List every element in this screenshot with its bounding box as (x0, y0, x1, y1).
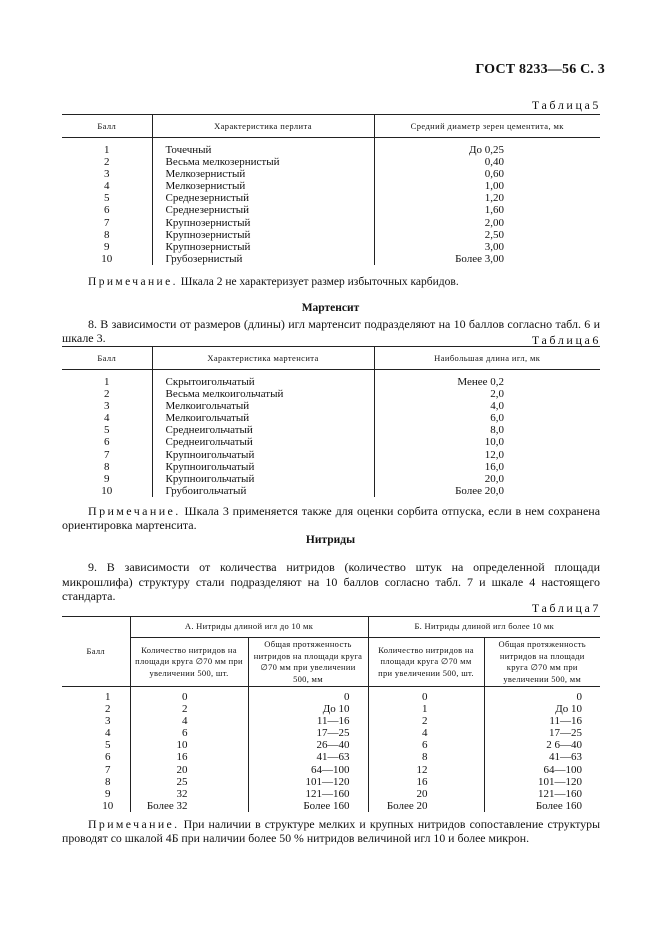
table6-characteristic-cell: Весьма мелкоигольчатый (152, 388, 374, 400)
table5-value-cell: 2,50 (374, 229, 600, 241)
table7-row (62, 739, 600, 751)
table6-value-cell: 2,0 (374, 388, 600, 400)
note-3-body (62, 818, 600, 845)
table6-row (62, 461, 600, 473)
table7-b-length-cell: 0 (484, 687, 600, 704)
paragraph-8-text: 8. В зависимости от размеров (длины) игл мартенсит подразделяют на 10 баллов согласно табл. 6 и шкале 3. (62, 317, 600, 345)
table7-header-group-a: А. Нитриды длиной игл до 10 мк (130, 617, 368, 638)
table7-b-count-cell: 12 (368, 764, 484, 776)
note-2 (62, 505, 600, 532)
table7-b-count-cell: Более 20 (368, 800, 484, 812)
table6-ball-cell: 6 (104, 436, 110, 449)
table5-value-cell: 1,60 (374, 204, 600, 216)
table7-header-ball: Балл (62, 617, 130, 687)
table5-characteristic-cell: Крупнозернистый (152, 229, 374, 241)
table6-row (62, 370, 600, 389)
table5-row (62, 192, 600, 204)
table7-a-length-cell: 101—120 (248, 776, 368, 788)
section-title-martensite: Мартенсит (301, 302, 360, 314)
note-1-label: Примечание. (88, 276, 178, 288)
table7-a-count-cell: 20 (130, 764, 248, 776)
table7-a-count-cell: Более 32 (130, 800, 248, 812)
table6-characteristic-cell: Среднеигольчатый (152, 424, 374, 436)
paragraph-9-text: 9. В зависимости от количества нитридов (количество штук на определенной площади микрошлифа) структуру стали подразделяют на 10 баллов согласно табл. 7 и шкале 4 настоящего стандарта. (62, 560, 600, 603)
table6-header-characteristic: Характеристика мартенсита (152, 347, 374, 370)
table7-b-count-cell: 20 (368, 788, 484, 800)
table5-row (62, 180, 600, 192)
table6-ball-cell: 8 (104, 460, 110, 473)
table7-b-count-cell: 6 (368, 739, 484, 751)
table7-caption: Таблица7 (531, 601, 601, 615)
table6-row (62, 388, 600, 400)
table6-value-cell: 10,0 (374, 436, 600, 448)
table7-b-count-cell: 16 (368, 776, 484, 788)
table5-characteristic-cell: Крупнозернистый (152, 217, 374, 229)
table7-row (62, 776, 600, 788)
table5-ball-cell: 10 (101, 252, 113, 265)
table7-a-count-cell: 16 (130, 751, 248, 763)
table7-a-count-cell: 4 (130, 715, 248, 727)
table6-row (62, 473, 600, 485)
table6 (62, 346, 600, 497)
table7-b-count-cell: 2 (368, 715, 484, 727)
table6-row (62, 436, 600, 448)
table6-value-cell: 4,0 (374, 400, 600, 412)
table5-ball-cell: 2 (104, 156, 110, 169)
table6-ball-cell: 9 (104, 472, 110, 485)
table5-row (62, 168, 600, 180)
table7-b-count-cell: 0 (368, 687, 484, 704)
table6-characteristic-cell: Мелкоигольчатый (152, 412, 374, 424)
table6-row (62, 412, 600, 424)
table6-characteristic-cell: Крупноигольчатый (152, 449, 374, 461)
note-2-label: Примечание. (88, 504, 181, 518)
table5-row (62, 229, 600, 241)
note-1-text: Шкала 2 не характеризует размер избыточных карбидов. (180, 276, 459, 288)
table5-ball-cell: 4 (104, 180, 110, 193)
table6-ball-cell: 2 (104, 388, 110, 401)
table7-a-length-cell: 11—16 (248, 715, 368, 727)
table6-header-length: Наибольшая длина игл, мк (374, 347, 600, 370)
table7-a-length-cell: 121—160 (248, 788, 368, 800)
table7-b-length-cell: 11—16 (484, 715, 600, 727)
table5-characteristic-cell: Грубозернистый (152, 253, 374, 265)
table7-row (62, 715, 600, 727)
table5-value-cell: 2,00 (374, 217, 600, 229)
table7-header-b-count: Количество нитридов на площади круга ∅70 мм при увеличении 500, шт. (368, 638, 484, 687)
table6-value-cell: 20,0 (374, 473, 600, 485)
page-header: ГОСТ 8233—56 С. 3 (475, 62, 605, 77)
table6-characteristic-cell: Мелкоигольчатый (152, 400, 374, 412)
table6-characteristic-cell: Крупноигольчатый (152, 461, 374, 473)
table6-ball-cell: 1 (104, 376, 110, 388)
table5-row (62, 156, 600, 168)
table5-header-ball: Балл (62, 115, 152, 138)
table5-row (62, 138, 600, 157)
table5-characteristic-cell: Среднезернистый (152, 192, 374, 204)
table7-ball-cell: 6 (105, 751, 111, 764)
table5-value-cell: 0,60 (374, 168, 600, 180)
note-2-body (62, 505, 600, 532)
table6-value-cell: 12,0 (374, 449, 600, 461)
table7-b-length-cell: 41—63 (484, 751, 600, 763)
table5-row (62, 253, 600, 265)
table7-row (62, 687, 600, 704)
table7-b-count-cell: 4 (368, 727, 484, 739)
table7-a-count-cell: 32 (130, 788, 248, 800)
table7-a-length-cell: 17—25 (248, 727, 368, 739)
table7-ball-cell: 4 (105, 727, 111, 740)
table5-value-cell: До 0,25 (374, 138, 600, 157)
table7-b-length-cell: 17—25 (484, 727, 600, 739)
table5-caption: Таблица5 (531, 98, 601, 112)
table5-header-diameter: Средний диаметр зерен цементита, мк (374, 115, 600, 138)
table7-a-length-cell: 0 (248, 687, 368, 704)
table7-b-length-cell: До 10 (484, 703, 600, 715)
table6-caption: Таблица6 (531, 333, 601, 347)
table5-value-cell: 1,00 (374, 180, 600, 192)
table7-a-length-cell: 64—100 (248, 764, 368, 776)
section-title-nitrides: Нитриды (305, 534, 356, 546)
table5 (62, 114, 600, 265)
table5-ball-cell: 7 (104, 216, 110, 229)
table7-a-count-cell: 25 (130, 776, 248, 788)
table5-characteristic-cell: Точечный (152, 138, 374, 157)
table6-value-cell: 6,0 (374, 412, 600, 424)
note-3-label: Примечание. (88, 817, 180, 831)
table5-ball-cell: 1 (104, 144, 110, 156)
table7-ball-cell: 5 (105, 739, 111, 752)
table6-row (62, 424, 600, 436)
table7-row (62, 727, 600, 739)
table5-ball-cell: 3 (104, 168, 110, 181)
table6-row (62, 449, 600, 461)
table7-b-length-cell: 101—120 (484, 776, 600, 788)
table7-ball-cell: 8 (105, 775, 111, 788)
table7-ball-cell: 9 (105, 787, 111, 800)
table7-b-length-cell: 64—100 (484, 764, 600, 776)
table7-a-count-cell: 10 (130, 739, 248, 751)
note-2-text: Шкала 3 применяется также для оценки сорбита отпуска, если в нем сохранена ориентировка мартенсита. (62, 504, 601, 532)
table7-header-a-length: Общая протяженность нитридов на площади круга ∅70 мм при увеличении 500, мм (248, 638, 368, 687)
table5-ball-cell: 8 (104, 228, 110, 241)
table5-header-characteristic: Характеристика перлита (152, 115, 374, 138)
table7-a-length-cell: До 10 (248, 703, 368, 715)
table5-characteristic-cell: Среднезернистый (152, 204, 374, 216)
table6-ball-cell: 3 (104, 400, 110, 413)
table6-header-ball: Балл (62, 347, 152, 370)
table5-characteristic-cell: Весьма мелкозернистый (152, 156, 374, 168)
table7-header-a-count: Количество нитридов на площади круга ∅70 мм при увеличении 500, шт. (130, 638, 248, 687)
table6-row (62, 400, 600, 412)
table7-b-length-cell: 121—160 (484, 788, 600, 800)
table7-a-count-cell: 2 (130, 703, 248, 715)
table6-characteristic-cell: Среднеигольчатый (152, 436, 374, 448)
table5-ball-cell: 6 (104, 204, 110, 217)
table7-ball-cell: 3 (105, 715, 111, 728)
table6-characteristic-cell: Скрытоигольчатый (152, 370, 374, 389)
table5-value-cell: 0,40 (374, 156, 600, 168)
table5-value-cell: 1,20 (374, 192, 600, 204)
table5-ball-cell: 5 (104, 192, 110, 205)
table6-characteristic-cell: Крупноигольчатый (152, 473, 374, 485)
table7-ball-cell: 2 (105, 703, 111, 716)
table7-a-length-cell: Более 160 (248, 800, 368, 812)
table5-characteristic-cell: Мелкозернистый (152, 180, 374, 192)
table7-a-length-cell: 26—40 (248, 739, 368, 751)
table7-b-count-cell: 1 (368, 703, 484, 715)
table6-value-cell: 16,0 (374, 461, 600, 473)
table5-row (62, 217, 600, 229)
table5-characteristic-cell: Крупнозернистый (152, 241, 374, 253)
table5-value-cell: 3,00 (374, 241, 600, 253)
table5-ball-cell: 9 (104, 240, 110, 253)
note-3 (62, 818, 600, 845)
paragraph-8 (62, 318, 600, 345)
table7-row (62, 751, 600, 763)
table6-ball-cell: 5 (104, 424, 110, 437)
paragraph-9 (62, 560, 600, 604)
note-1 (88, 276, 459, 288)
table5-value-cell: Более 3,00 (374, 253, 600, 265)
table6-ball-cell: 4 (104, 412, 110, 425)
table7-b-length-cell: Более 160 (484, 800, 600, 812)
table7-a-length-cell: 41—63 (248, 751, 368, 763)
table7-row (62, 764, 600, 776)
table7-b-length-cell: 2 6—40 (484, 739, 600, 751)
table7-ball-cell: 7 (105, 763, 111, 776)
table7-ball-cell: 1 (105, 691, 111, 703)
table7-ball-cell: 10 (102, 799, 114, 812)
table6-value-cell: Менее 0,2 (374, 370, 600, 389)
table7-header-b-length: Общая протяженность нитридов на площади круга ∅70 мм при увеличении 500, мм (484, 638, 600, 687)
table7-b-count-cell: 8 (368, 751, 484, 763)
table7-row (62, 703, 600, 715)
table6-ball-cell: 7 (104, 448, 110, 461)
table7-header-group-b: Б. Нитриды длиной игл более 10 мк (368, 617, 600, 638)
table6-value-cell: 8,0 (374, 424, 600, 436)
table5-row (62, 241, 600, 253)
table5-row (62, 204, 600, 216)
table6-characteristic-cell: Грубоигольчатый (152, 485, 374, 497)
table7-a-count-cell: 6 (130, 727, 248, 739)
table7-row (62, 800, 600, 812)
table6-value-cell: Более 20,0 (374, 485, 600, 497)
table7 (62, 616, 600, 812)
table5-characteristic-cell: Мелкозернистый (152, 168, 374, 180)
table6-ball-cell: 10 (101, 484, 113, 497)
note-3-text: При наличии в структуре мелких и крупных нитридов сопоставление структуры проводят со шкалой 4Б при наличии более 50 % нитридов величиной игл 10 и более микрон. (62, 817, 600, 845)
table6-row (62, 485, 600, 497)
table7-a-count-cell: 0 (130, 687, 248, 704)
table7-row (62, 788, 600, 800)
